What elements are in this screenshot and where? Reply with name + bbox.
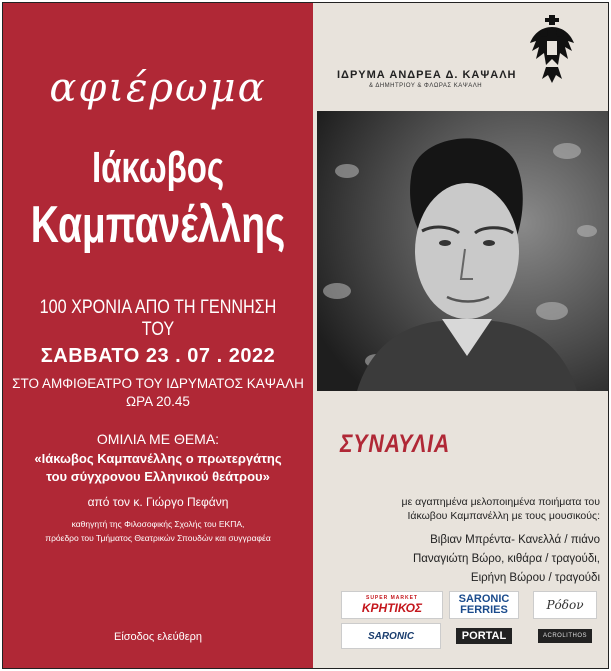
concert-description (313, 495, 600, 523)
sponsor-rodon-logo: Ρόδον (546, 598, 584, 612)
sponsor-rodon (533, 591, 597, 619)
sponsor-saronic-ferries (449, 591, 519, 619)
venue-block (3, 375, 313, 411)
sponsor-kritikos-small: SUPER MARKET (365, 595, 418, 601)
anniversary-text: 100 ΧΡΟΝΙΑ ΑΠΟ ΤΗ ΓΕΝΝΗΣΗ ΤΟΥ (39, 297, 277, 340)
organization-subtitle: & ΔΗΜΗΤΡΙΟΥ & ΦΛΩΡΑΣ ΚΑΨΑΛΗ (369, 83, 483, 89)
sponsor-kritikos-logo (362, 595, 422, 615)
musician-2: Παναγιώτη Βώρο, κιθάρα / τραγούδι, (412, 553, 600, 565)
bio-line1: καθηγητή της Φιλοσοφικής Σχολής του ΕΚΠΑ, (71, 519, 245, 529)
sponsor-saronic-logo: SARONIC (367, 630, 415, 642)
portrait-image (317, 111, 608, 391)
sponsor-kritikos-name: ΚΡΗΤΙΚΟΣ (361, 601, 423, 615)
event-date: ΣΑΒΒΑΤΟ 23 . 07 . 2022 (40, 345, 276, 367)
script-title: αφιέρωμα (49, 65, 267, 111)
sponsor-saronic-ferries-1: SARONIC (458, 593, 510, 605)
sponsor-saronic (341, 623, 441, 649)
sponsor-portal (449, 623, 519, 649)
musician-3: Ειρήνη Βώρου / τραγούδι (470, 572, 600, 584)
last-name: Καμπανέλλης (30, 196, 286, 254)
event-time: ΩΡΑ 20.45 (126, 394, 190, 409)
speaker-bio (33, 517, 283, 545)
sponsor-portal-logo: PORTAL (456, 628, 512, 644)
musicians-list (313, 531, 600, 588)
organization-name: ΙΔΡΥΜΑ ΑΝΔΡΕΑ Δ. ΚΑΨΑΛΗ (337, 69, 517, 81)
sponsor-saronic-ferries-2: FERRIES (460, 604, 508, 616)
concert-desc-line2: Ιάκωβου Καμπανέλλη με τους μουσικούς: (407, 510, 600, 522)
talk-topic-line2: του σύγχρονου Ελληνικού θεάτρου» (46, 469, 270, 484)
left-panel (3, 3, 313, 668)
sponsor-saronic-ferries-logo (459, 594, 510, 616)
right-panel (313, 3, 608, 668)
sponsor-acrolithos (533, 623, 597, 649)
venue: ΣΤΟ ΑΜΦΙΘΕΑΤΡΟ ΤΟΥ ΙΔΡΥΜΑΤΟΣ ΚΑΨΑΛΗ (12, 376, 304, 391)
musician-1: Βιβιαν Μπρέντα- Κανελλά / πιάνο (430, 534, 600, 546)
talk-heading: ΟΜΙΛΙΑ ΜΕ ΘΕΜΑ: (96, 431, 220, 447)
free-entry: Είσοδος ελεύθερη (113, 631, 202, 643)
concert-desc-line1: με αγαπημένα μελοποιημένα ποιήματα του (401, 496, 600, 508)
talk-topic (23, 450, 293, 486)
first-name: Ιάκωβος (91, 143, 225, 192)
bio-line2: πρόεδρο του Τμήματος Θεατρικών Σπουδών και συγγραφέα (45, 533, 271, 543)
sponsor-kritikos (341, 591, 443, 619)
concert-title: ΣΥΝΑΥΛΙΑ (340, 430, 451, 458)
speaker: από τον κ. Γιώργο Πεφάνη (87, 495, 229, 509)
portrait-photo (317, 111, 608, 391)
double-headed-eagle-icon (524, 13, 580, 87)
sponsor-acrolithos-logo: ACROLITHOS (538, 629, 592, 643)
talk-topic-line1: «Ιάκωβος Καμπανέλλης ο πρωτεργάτης (34, 451, 282, 466)
